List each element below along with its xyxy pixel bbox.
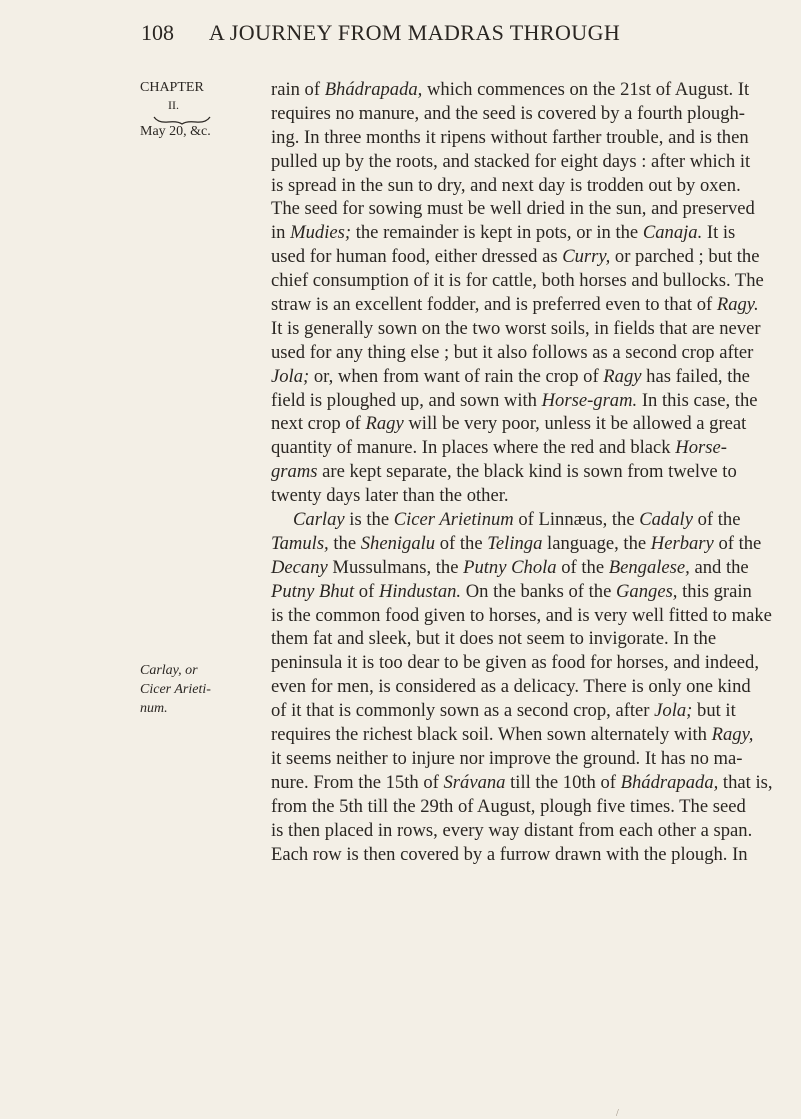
text-line [271, 293, 759, 317]
text-line [271, 389, 758, 413]
text-run: are kept separate, the black kind is sown from twelve to [317, 461, 737, 483]
text-run: them fat and sleek, but it does not seem to invigorate. In the [271, 628, 717, 650]
text-run: it seems neither to injure nor improve the ground. It has no ma- [271, 747, 743, 769]
italic-term: Horse-gram. [541, 389, 638, 411]
text-line [271, 819, 753, 843]
italic-term: Horse- [675, 437, 727, 459]
carlay-margin-note [140, 661, 260, 718]
brace-ornament-icon [140, 112, 260, 122]
text-line [271, 532, 762, 556]
running-head [0, 20, 801, 46]
text-line [271, 484, 713, 508]
text-run: chief consumption of it is for cattle, both horses and bullocks. The [271, 270, 764, 292]
text-line [271, 627, 717, 651]
italic-term: Jola; [271, 365, 310, 387]
text-line [271, 843, 748, 867]
text-run: used for any thing else ; but it also follows as a second crop after [271, 341, 754, 363]
text-run: peninsula it is too dear to be given as food for horses, and indeed, [271, 652, 759, 674]
carlay-note-line: num. [140, 701, 168, 716]
italic-term: Bhádrapada, [324, 79, 423, 100]
text-run: requires the richest black soil. When sown alternately with [271, 724, 712, 746]
text-run: is the common food given to horses, and is very well fitted to make [271, 604, 772, 626]
italic-term: Putny Bhut [271, 580, 355, 602]
text-run: of it that is commonly sown as a second crop, after [271, 700, 655, 722]
text-run: requires no manure, and the seed is covered by a fourth plough- [271, 102, 745, 124]
italic-term: Ragy, [711, 724, 754, 746]
text-run: nure. From the 15th of [271, 771, 444, 793]
running-head-text: A JOURNEY FROM MADRAS THROUGH [208, 20, 621, 45]
text-line [271, 771, 773, 795]
text-run: that is, [718, 771, 773, 793]
chapter-margin-note [140, 78, 260, 142]
italic-term: Tamuls, [271, 532, 329, 554]
italic-term: Ganges, [616, 580, 678, 602]
italic-term: grams [271, 461, 318, 483]
italic-term: Curry, [562, 246, 611, 268]
italic-term: Herbary [650, 532, 714, 554]
text-run: The seed for sowing must be well dried in the sun, and preserved [271, 198, 755, 220]
italic-term: Telinga [487, 532, 543, 554]
text-run: In this case, the [637, 389, 758, 411]
italic-term: Ragy [365, 413, 404, 435]
paragraph-seed-crop [271, 78, 764, 508]
carlay-note-line: Cicer Arieti- [140, 682, 211, 697]
text-run: is the [344, 509, 394, 531]
stray-mark: / [616, 1108, 619, 1119]
text-line [271, 317, 761, 341]
italic-term: Shenigalu [360, 532, 436, 554]
text-run: field is ploughed up, and sown with [271, 389, 542, 411]
text-run: of Linnæus, the [513, 509, 640, 531]
text-run: ing. In three months it ripens without farther trouble, and is then [271, 126, 749, 148]
italic-term: Ragy. [716, 294, 759, 316]
text-run: from the 5th till the 29th of August, plough five times. The seed [271, 795, 746, 817]
text-line [271, 341, 754, 365]
text-line [271, 150, 751, 174]
text-line [271, 795, 746, 819]
text-run: till the 10th of [505, 771, 621, 793]
italic-term: Cadaly [639, 509, 693, 531]
text-run: of the [692, 509, 741, 531]
text-run: of the [713, 532, 762, 554]
text-line [271, 197, 755, 221]
text-line [271, 699, 736, 723]
italic-term: Cicer Arietinum [393, 509, 514, 531]
italic-term: Bengalese, [608, 556, 690, 578]
text-line [271, 174, 741, 198]
carlay-note-line: Carlay, or [140, 663, 198, 678]
italic-term: Decany [271, 556, 328, 578]
text-run: On the banks of the [461, 580, 616, 602]
italic-term: Hindustan. [378, 580, 462, 602]
text-run: language, the [542, 532, 651, 554]
text-line [271, 556, 749, 580]
text-run: is spread in the sun to dry, and next day is trodden out by oxen. [271, 174, 741, 196]
text-run: which commences on the 21st of August. It [422, 79, 750, 100]
text-run: of the [556, 556, 609, 578]
text-run: the remainder is kept in pots, or in the [351, 222, 643, 244]
text-run: It is [702, 222, 736, 244]
italic-term: Ragy [603, 365, 642, 387]
text-line [271, 436, 727, 460]
page-header [0, 14, 801, 48]
italic-term: Srávana [443, 771, 506, 793]
body-text [271, 78, 773, 866]
text-run: but it [692, 700, 736, 722]
italic-term: Canaja. [642, 222, 703, 244]
text-run: Each row is then covered by a furrow drawn with the plough. In [271, 843, 748, 865]
text-run: in [271, 222, 291, 244]
italic-term: Jola; [654, 700, 693, 722]
text-run: straw is an excellent fodder, and is preferred even to that of [271, 294, 717, 316]
chapter-number: II. [168, 98, 179, 112]
text-line [271, 412, 747, 436]
italic-term: Putny Chola [463, 556, 557, 578]
text-line [271, 651, 759, 675]
text-run: It is generally sown on the two worst soils, in fields that are never [271, 317, 761, 339]
text-run: or parched ; but the [610, 246, 760, 268]
text-line [271, 102, 745, 126]
chapter-label: CHAPTER [140, 80, 204, 95]
text-run: will be very poor, unless it be allowed a great [403, 413, 747, 435]
italic-term: Mudies; [290, 222, 352, 244]
text-run: Mussulmans, the [327, 556, 464, 578]
italic-term: Bhádrapada, [620, 771, 719, 793]
text-line [271, 126, 749, 150]
paragraph-carlay [271, 508, 773, 866]
text-run: has failed, the [641, 365, 750, 387]
text-run: quantity of manure. In places where the red and black [271, 437, 676, 459]
text-run: or, when from want of rain the crop of [309, 365, 604, 387]
text-line [271, 78, 750, 102]
text-run: this grain [677, 580, 752, 602]
text-line [271, 460, 737, 484]
text-line [271, 269, 764, 293]
text-run: rain of [271, 79, 325, 100]
page-number: 108 [141, 20, 174, 45]
text-line [271, 508, 741, 532]
italic-term: Carlay [293, 509, 345, 531]
chapter-date: May 20, &c. [140, 124, 211, 139]
text-line [271, 675, 751, 699]
text-line [271, 245, 760, 269]
text-run: of [354, 580, 379, 602]
text-run: and the [689, 556, 749, 578]
text-line [271, 604, 772, 628]
text-line [271, 723, 754, 747]
text-run: the [328, 532, 361, 554]
text-line [271, 747, 743, 771]
text-run: is then placed in rows, every way distant from each other a span. [271, 819, 753, 841]
text-run: pulled up by the roots, and stacked for eight days : after which it [271, 150, 751, 172]
text-run: even for men, is considered as a delicacy. There is only one kind [271, 676, 751, 698]
text-run: of the [435, 532, 488, 554]
text-run: twenty days later than the other. [271, 485, 509, 507]
text-line [271, 221, 736, 245]
text-line [271, 580, 752, 604]
text-line [271, 365, 750, 389]
text-run: next crop of [271, 413, 366, 435]
text-run: used for human food, either dressed as [271, 246, 563, 268]
